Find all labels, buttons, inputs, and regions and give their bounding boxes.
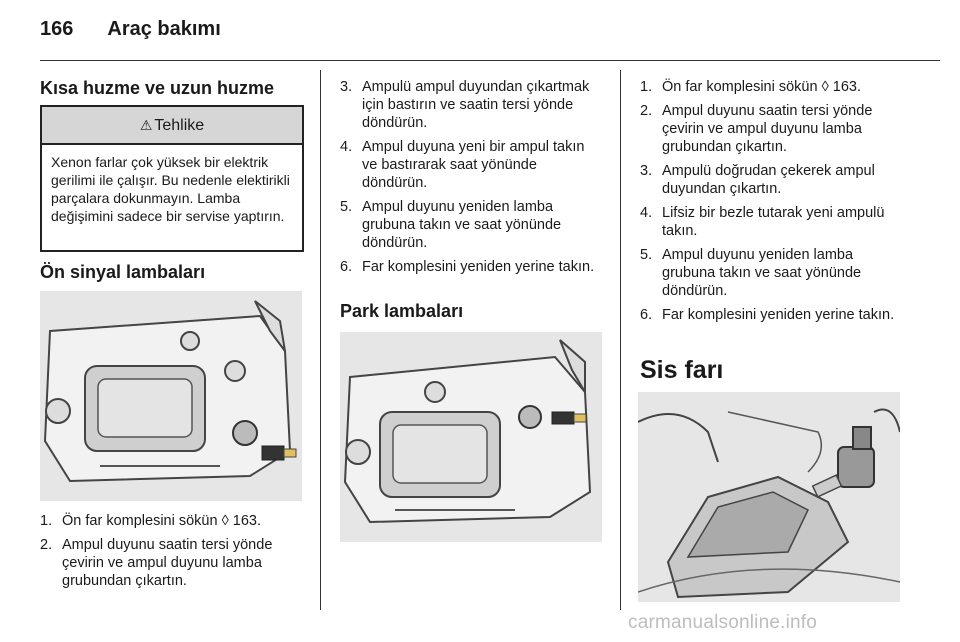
warning-triangle-icon: ⚠ <box>139 117 153 133</box>
list-item <box>640 102 902 156</box>
step-text: Ampul duyunu saatin tersi yönde çevirin ve ampul duyunu lamba grubundan çıkartın. <box>62 537 273 589</box>
list-item <box>340 138 602 192</box>
step-text: Ampulü ampul duyundan çıkartmak için bastırın ve saatin tersi yönde döndürün. <box>362 79 590 131</box>
danger-box-header <box>42 107 302 145</box>
headlamp-drawing <box>40 291 302 501</box>
page-title: Araç bakımı <box>107 18 221 40</box>
step-number: 4. <box>640 205 653 221</box>
section-heading-parking-lights: Park lambaları <box>340 301 464 321</box>
step-text: Far komplesini yeniden yerine takın. <box>662 307 895 323</box>
list-item <box>40 536 302 590</box>
step-number: 3. <box>340 79 353 95</box>
fog-lamp-drawing <box>638 392 900 602</box>
front-turn-signal-illustration <box>40 291 302 501</box>
page-number: 166 <box>40 18 74 40</box>
step-number: 1. <box>640 79 653 95</box>
step-number: 2. <box>40 537 53 553</box>
step-text: Ampul duyunu yeniden lamba grubuna takın ve saat yönünde döndürün. <box>362 199 562 251</box>
headlamp-drawing <box>340 332 602 542</box>
section-heading-front-turn-signal: Ön sinyal lambaları <box>40 262 206 282</box>
list-item <box>640 306 902 324</box>
page-header <box>40 18 221 41</box>
step-number: 5. <box>640 247 653 263</box>
list-item <box>340 198 602 252</box>
list-item <box>340 78 602 132</box>
step-number: 6. <box>640 307 653 323</box>
danger-title: Tehlike <box>154 117 205 134</box>
step-text: Far komplesini yeniden yerine takın. <box>362 259 595 275</box>
column-divider <box>320 70 321 610</box>
step-number: 3. <box>640 163 653 179</box>
step-number: 2. <box>640 103 653 119</box>
list-item <box>340 258 602 276</box>
step-number: 5. <box>340 199 353 215</box>
danger-box <box>40 105 304 252</box>
list-item <box>640 246 902 300</box>
step-text: Lifsiz bir bezle tutarak yeni ampulü takın. <box>662 205 885 239</box>
section-heading-low-high-beam: Kısa huzme ve uzun huzme <box>40 78 275 98</box>
danger-text: Xenon farlar çok yüksek bir elektrik gerilimi ile çalışır. Bu nedenle elektirikli parçalara dokunmayın. Lamba değişimini sadece bir servise yaptırın. <box>51 154 290 224</box>
section-heading-fog-light: Sis farı <box>640 356 724 384</box>
watermark: carmanualsonline.info <box>628 612 818 633</box>
column-divider <box>620 70 621 610</box>
middle-step-list <box>340 78 602 282</box>
step-number: 4. <box>340 139 353 155</box>
fog-light-illustration <box>638 392 900 602</box>
list-item <box>640 78 902 96</box>
parking-light-illustration <box>340 332 602 542</box>
step-text: Ampul duyunu saatin tersi yönde çevirin ve ampul duyunu lamba grubundan çıkartın. <box>662 103 873 155</box>
list-item <box>640 162 902 198</box>
list-item <box>40 512 302 530</box>
step-number: 1. <box>40 513 53 529</box>
left-step-list <box>40 512 302 596</box>
step-text: Ampulü doğrudan çekerek ampul duyundan çıkartın. <box>662 163 875 197</box>
step-text: Ampul duyunu yeniden lamba grubuna takın ve saat yönünde döndürün. <box>662 247 862 299</box>
right-step-list <box>640 78 902 330</box>
step-text: Ampul duyuna yeni bir ampul takın ve bastırarak saat yönünde döndürün. <box>362 139 585 191</box>
step-text: Ön far komplesini sökün ◊ 163. <box>662 79 861 95</box>
step-text: Ön far komplesini sökün ◊ 163. <box>62 513 261 529</box>
step-number: 6. <box>340 259 353 275</box>
header-divider <box>40 60 940 61</box>
list-item <box>640 204 902 240</box>
